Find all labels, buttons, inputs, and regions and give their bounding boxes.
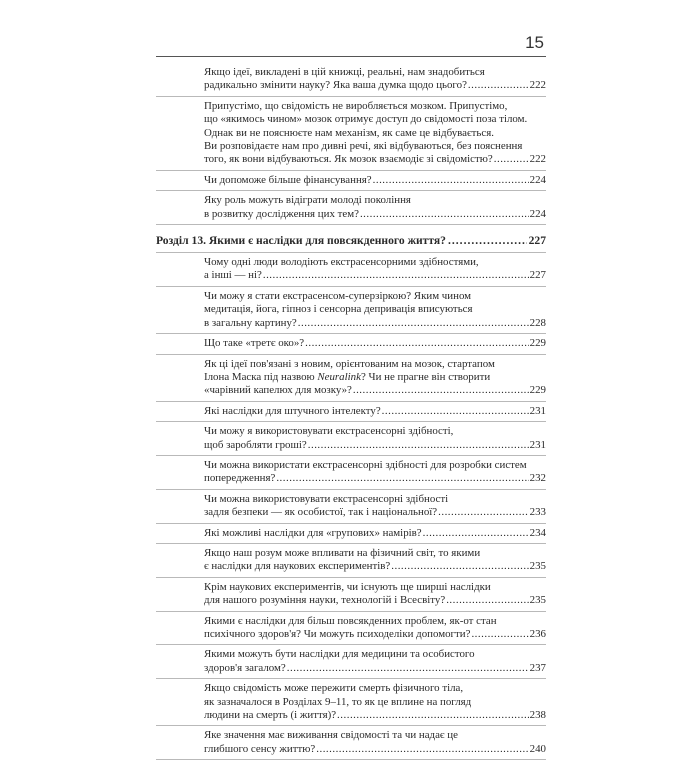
toc-entry-last-line [204,472,546,485]
leader-dots [287,662,529,675]
toc-entry[interactable] [156,191,546,225]
leader-dots [360,208,529,221]
toc-entry-text: радикально змінити науку? Яка ваша думка щодо цього? [204,79,467,92]
toc-entry-page: 240 [529,742,546,755]
toc-entry-line [204,459,546,472]
toc-entry-last-line [204,153,546,166]
toc-entry[interactable] [156,645,546,679]
toc-entry-page: 236 [529,628,546,640]
toc-entry-page: 235 [529,594,546,607]
leader-dots [471,628,528,641]
toc-entry-page: 224 [529,173,546,186]
toc-entry-page: 234 [529,526,546,539]
toc-entry-text: Якими можуть бути наслідки для медицини та особистого [204,648,475,661]
toc-entry-text: щоб заробляти гроші? [204,438,307,451]
brand-name: Neuralink [317,370,361,383]
toc-entry-page: 231 [529,404,546,417]
toc-entry-text: людини на смерть (і життя)? [204,709,337,722]
toc-entry[interactable] [156,355,546,402]
toc-entry-text: є наслідки для наукових експериментів? [204,560,391,573]
toc-entry[interactable] [156,578,546,612]
toc-entry-text: Крім наукових експериментів, чи існують ще ширші наслідки [204,580,491,593]
toc-entry-text: Чи можна використовувати екстрасенсорні здібності [204,492,449,505]
leader-dots [276,472,528,485]
toc-entry-text: медитація, йога, гіпноз і сенсорна депривація вписуються [204,303,473,316]
toc-entry-text: здоров'я загалом? [204,661,286,674]
toc-entry-text: Що таке «третє око»? [204,337,305,350]
toc-entry-line [204,66,546,79]
leader-dots [373,174,529,187]
toc-entry-line [204,140,546,153]
toc-entry-page: 231 [529,438,546,451]
toc-entry-text: Чи можна використати екстрасенсорні здібності для розробки систем [204,458,527,471]
toc-entry[interactable] [156,422,546,456]
toc-entry[interactable] [156,726,546,760]
chapter-heading[interactable] [156,225,546,253]
toc-entry-line [204,682,546,695]
toc-entry-last-line [204,337,546,350]
leader-dots [468,79,529,92]
toc-entry[interactable] [156,171,546,191]
toc-entry-text: Ви розповідаєте нам про дивні речі, які відбуваються, без пояснення [204,140,523,153]
toc-entry-line [204,729,546,742]
toc-entry-line [204,290,546,303]
table-of-contents [156,63,546,760]
toc-entry-text: в розвитку дослідження цих тем? [204,207,359,220]
toc-entry-line [204,648,546,661]
toc-entry-last-line [204,594,546,607]
toc-entry-text: психічного здоров'я? Чи можуть психоделіки допомогти? [204,628,471,640]
toc-entry-text: Якщо наш розум може впливати на фізичний світ, то якими [204,546,481,559]
toc-entry-line [204,100,546,113]
toc-entry-text: Однак ви не пояснюєте нам механізм, як саме це відбувається. [204,126,494,139]
toc-entry-page: 229 [529,337,546,350]
toc-entry[interactable] [156,63,546,97]
toc-entry-text: Якими є наслідки для більш повсякденних проблем, як-от стан [204,614,497,627]
toc-entry[interactable] [156,253,546,287]
toc-entry[interactable] [156,524,546,544]
toc-entry-last-line [204,79,546,92]
toc-entry-last-line [204,560,546,573]
toc-entry[interactable] [156,456,546,490]
toc-entry-page: 222 [529,79,546,92]
leader-dots [446,594,528,607]
leader-dots [448,234,527,248]
toc-entry-text: попередження? [204,472,276,485]
toc-entry[interactable] [156,97,546,171]
toc-entry-text: глибшого сенсу життю? [204,742,316,755]
leader-dots [382,405,529,418]
toc-entry-text: Ілона Маска під назвою [204,370,315,383]
toc-entry-last-line [204,208,546,221]
toc-entry-text: для нашого розуміння науки, технологій і Всесвіту? [204,594,446,607]
leader-dots [308,439,529,452]
toc-entry-page: 224 [529,207,546,220]
toc-entry-text: Яке значення має виживання свідомості та чи надає це [204,729,458,742]
toc-entry-text: Чи допоможе більше фінансування? [204,173,372,186]
toc-group-before [156,63,546,225]
leader-dots [298,317,529,330]
toc-entry-text: Яку роль можуть відіграти молоді покоління [204,194,411,207]
chapter-title: Розділ 13. Якими є наслідки для повсякденного життя? [156,234,446,248]
toc-entry-line [204,581,546,594]
leader-dots [494,153,529,166]
toc-entry-page: 235 [529,560,546,573]
toc-entry-last-line [204,662,546,675]
toc-entry-text: що «якимось чином» мозок отримує доступ до свідомості поза тілом. [204,113,528,126]
toc-entry-last-line [204,628,546,641]
toc-entry-line [204,547,546,560]
toc-entry-page: 227 [529,269,546,282]
toc-entry-last-line [204,405,546,418]
toc-entry-text: Чи можу я стати екстрасенсом-суперзіркою? Яким чином [204,289,472,302]
toc-entry-page: 222 [529,153,546,166]
toc-entry-text: ? Чи не прагне він створити [360,370,491,383]
toc-entry-last-line [204,743,546,756]
leader-dots [353,384,529,397]
toc-entry-text: а інші — ні? [204,269,262,282]
toc-entry-line [204,358,546,371]
toc-entry-line [204,371,546,384]
toc-entry-line [204,493,546,506]
toc-entry-page: 232 [529,472,546,485]
toc-entry-last-line [204,174,546,187]
toc-entry-last-line [204,527,546,540]
toc-entry-line [204,113,546,126]
toc-entry-page: 228 [529,316,546,329]
toc-entry-last-line [204,439,546,452]
toc-entry-text: в загальну картину? [204,316,297,329]
toc-entry-page: 237 [529,661,546,674]
toc-entry-line [204,696,546,709]
toc-entry[interactable] [156,612,546,646]
leader-dots [316,743,528,756]
toc-entry-last-line [204,506,546,519]
leader-dots [305,337,529,350]
toc-entry-page: 238 [529,709,546,722]
leader-dots [263,269,529,282]
toc-entry-last-line [204,384,546,397]
toc-group-after [156,253,546,760]
toc-entry-last-line [204,269,546,282]
toc-entry-line [204,256,546,269]
toc-entry-text: Як ці ідеї пов'язані з новим, орієнтованим на мозок, стартапом [204,357,495,370]
toc-entry-text: Припустімо, що свідомість не виробляється мозком. Припустімо, [204,99,508,112]
toc-entry-line [204,425,546,438]
toc-entry-text: «чарівний капелюх для мозку»? [204,384,352,397]
toc-entry-page: 233 [529,506,546,519]
toc-entry-text: Чому одні люди володіють екстрасенсорними здібностями, [204,256,479,269]
toc-entry-text: Якщо свідомість може пережити смерть фізичного тіла, [204,682,464,695]
page-number: 15 [525,33,544,52]
toc-entry[interactable] [156,402,546,422]
toc-entry-line [204,127,546,140]
toc-entry-text: задля безпеки — як особистої, так і національної? [204,506,438,519]
toc-entry-last-line [204,709,546,722]
toc-entry[interactable] [156,490,546,524]
toc-entry-text: того, як вони відбуваються. Як мозок взаємодіє зі свідомістю? [204,153,493,166]
toc-entry-line [204,615,546,628]
chapter-page: 227 [528,234,546,248]
toc-entry-text: Які наслідки для штучного інтелекту? [204,404,381,417]
toc-entry-text: як зазначалося в Розділах 9–11, то як це вплине на погляд [204,695,472,708]
leader-dots [337,709,529,722]
toc-entry-text: Які можливі наслідки для «групових» намірів? [204,526,422,539]
toc-entry-line [204,303,546,316]
toc-entry-text: Якщо ідеї, викладені в цій книжці, реальні, нам знадобиться [204,66,485,78]
toc-entry[interactable] [156,679,546,726]
leader-dots [438,506,529,519]
toc-entry-text: Чи можу я використовувати екстрасенсорні здібності, [204,425,454,438]
toc-entry[interactable] [156,334,546,354]
header-rule [156,56,546,57]
toc-entry-page: 229 [529,384,546,397]
toc-entry[interactable] [156,544,546,578]
leader-dots [423,527,529,540]
toc-entry[interactable] [156,287,546,334]
toc-entry-last-line [204,317,546,330]
leader-dots [391,560,528,573]
toc-entry-line [204,194,546,207]
